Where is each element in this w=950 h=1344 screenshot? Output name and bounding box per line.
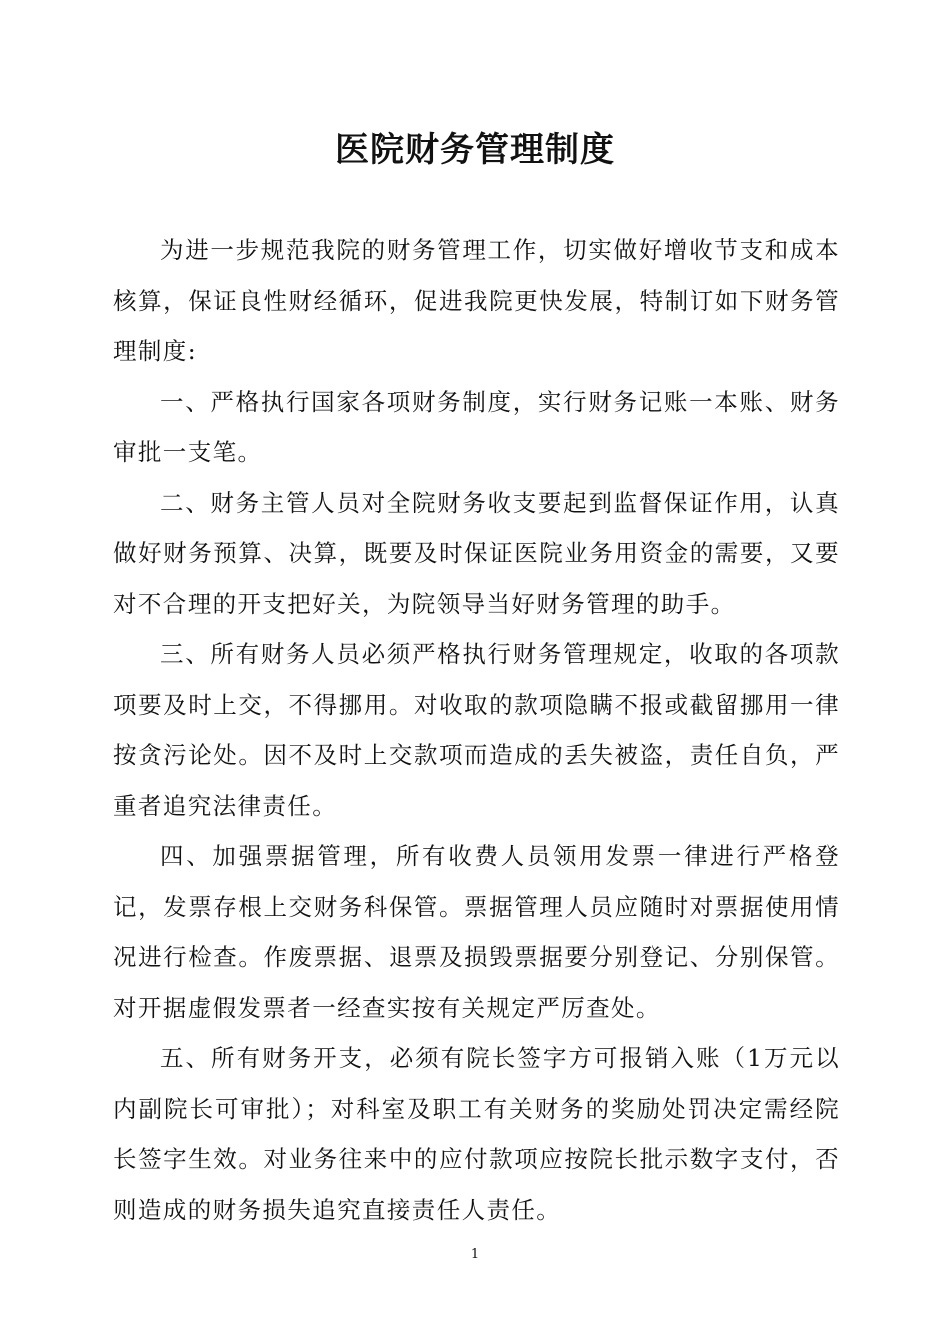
page-number: 1 — [470, 1247, 480, 1262]
paragraph-item-1: 一、严格执行国家各项财务制度，实行财务记账一本账、财务审批一支笔。 — [113, 387, 840, 466]
paragraph-item-5: 五、所有财务开支，必须有院长签字方可报销入账（1万元以内副院长可审批）；对科室及职工有关财务的奖励处罚决定需经院长签字生效。对业务往来中的应付款项应按院长批示数字支付，否则造成的财务损失追究直接责任人责任。 — [113, 1044, 840, 1224]
paragraph-item-3: 三、所有财务人员必须严格执行财务管理规定，收取的各项款项要及时上交，不得挪用。对收取的款项隐瞒不报或截留挪用一律按贪污论处。因不及时上交款项而造成的丢失被盗，责任自负，严重者追究法律责任。 — [113, 640, 840, 820]
paragraph-item-4: 四、加强票据管理，所有收费人员领用发票一律进行严格登记，发票存根上交财务科保管。票据管理人员应随时对票据使用情况进行检查。作废票据、退票及损毁票据要分别登记、分别保管。对开据虚假发票者一经查实按有关规定严厉查处。 — [113, 842, 840, 1022]
paragraph-item-2: 二、财务主管人员对全院财务收支要起到监督保证作用，认真做好财务预算、决算，既要及时保证医院业务用资金的需要，又要对不合理的开支把好关，为院领导当好财务管理的助手。 — [113, 488, 840, 618]
document-body — [113, 225, 840, 1235]
document-title: 医院财务管理制度 — [335, 130, 615, 170]
paragraph-intro: 为进一步规范我院的财务管理工作，切实做好增收节支和成本核算，保证良性财经循环，促进我院更快发展，特制订如下财务管理制度: — [113, 236, 840, 365]
